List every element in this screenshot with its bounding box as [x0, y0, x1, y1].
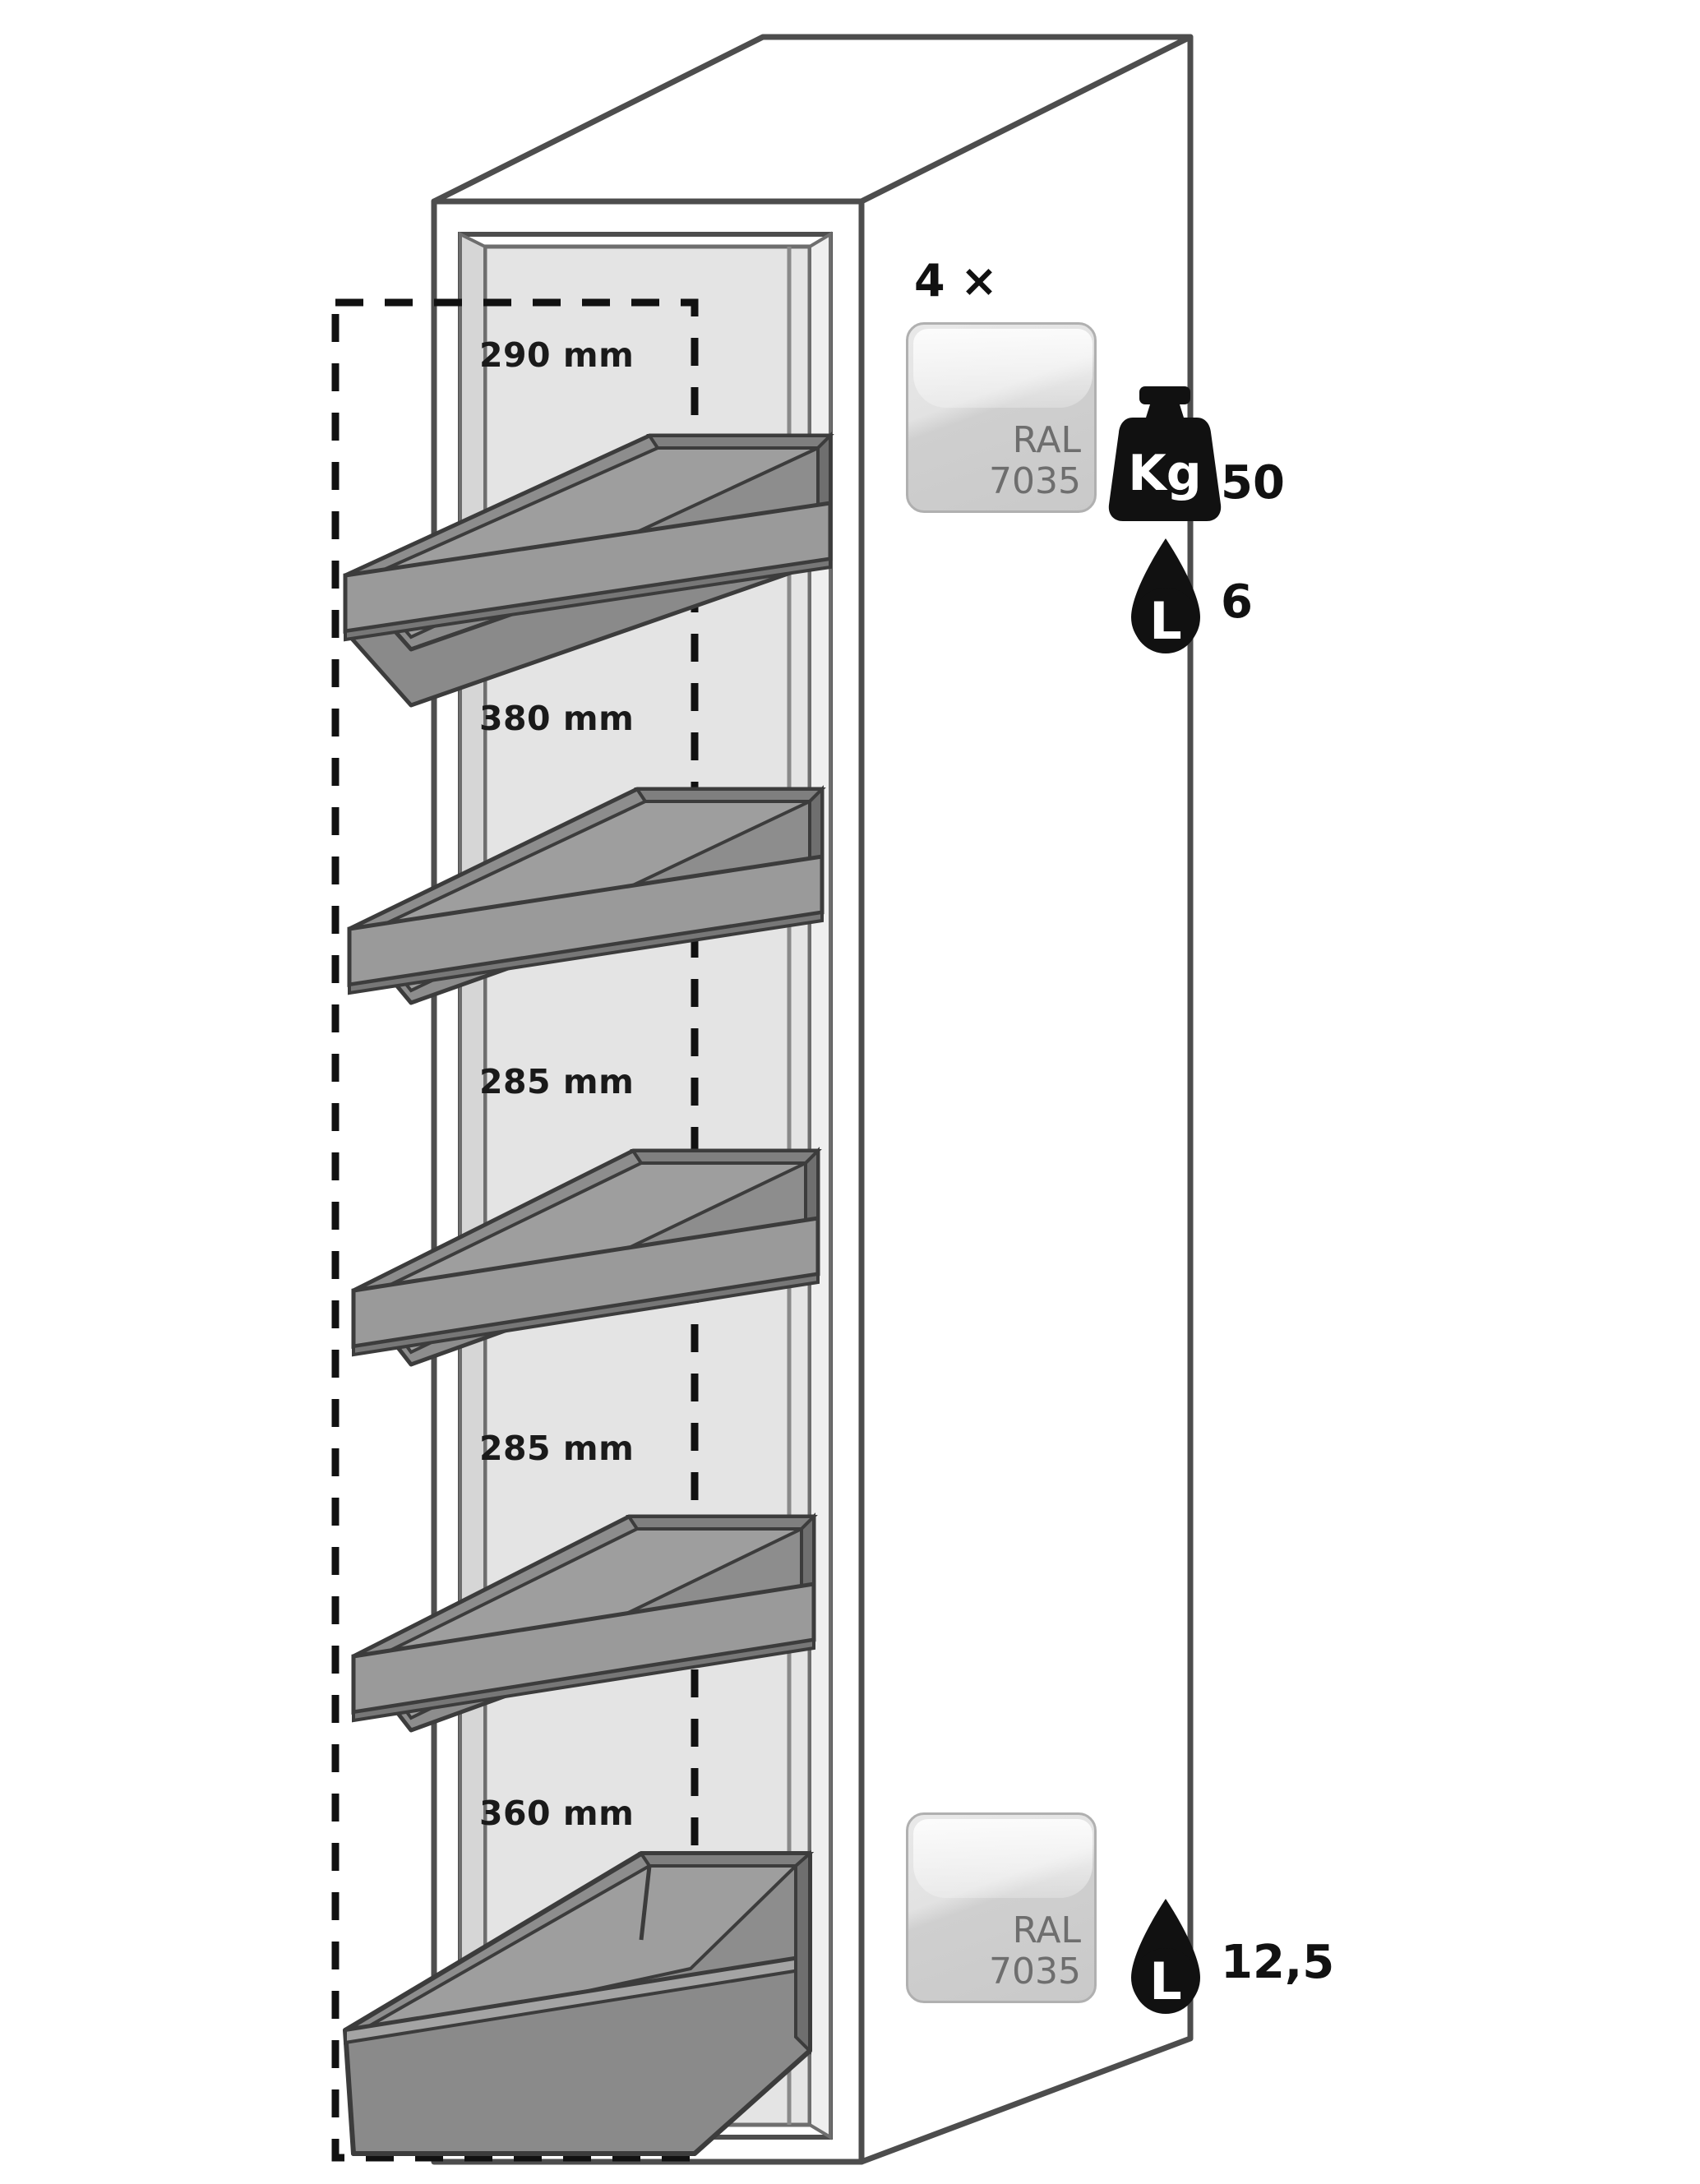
shelf-count-label: 4 × [914, 255, 998, 307]
ral-prefix-shelf: RAL [1012, 419, 1081, 461]
ral-chip-text-shelf [989, 420, 1081, 502]
dimension-label-285-a: 285 mm [479, 1062, 635, 1101]
bottom-sump [345, 1854, 810, 2154]
chip-gloss-sump [913, 1819, 1093, 1898]
dimension-label-285-b: 285 mm [479, 1429, 635, 1468]
weight-value-label: 50 [1221, 456, 1285, 510]
ral-chip-text-sump [989, 1910, 1081, 1992]
volume-value-label-bottom: 12,5 [1221, 1936, 1335, 1989]
svg-text:Kg: Kg [1128, 445, 1202, 502]
ral-prefix-sump: RAL [1012, 1909, 1081, 1951]
ral-color-chip-sump [906, 1812, 1097, 2003]
dimension-label-360: 360 mm [479, 1794, 635, 1833]
svg-text:L: L [1149, 591, 1182, 651]
ral-code-shelf: 7035 [989, 460, 1081, 502]
svg-text:L: L [1149, 1951, 1182, 2011]
dimension-label-380: 380 mm [479, 699, 635, 738]
dimension-label-290: 290 mm [479, 335, 635, 375]
ral-color-chip-shelf [906, 322, 1097, 513]
chip-gloss [913, 329, 1093, 408]
ral-code-sump: 7035 [989, 1951, 1081, 1992]
volume-value-label-top: 6 [1221, 575, 1253, 629]
